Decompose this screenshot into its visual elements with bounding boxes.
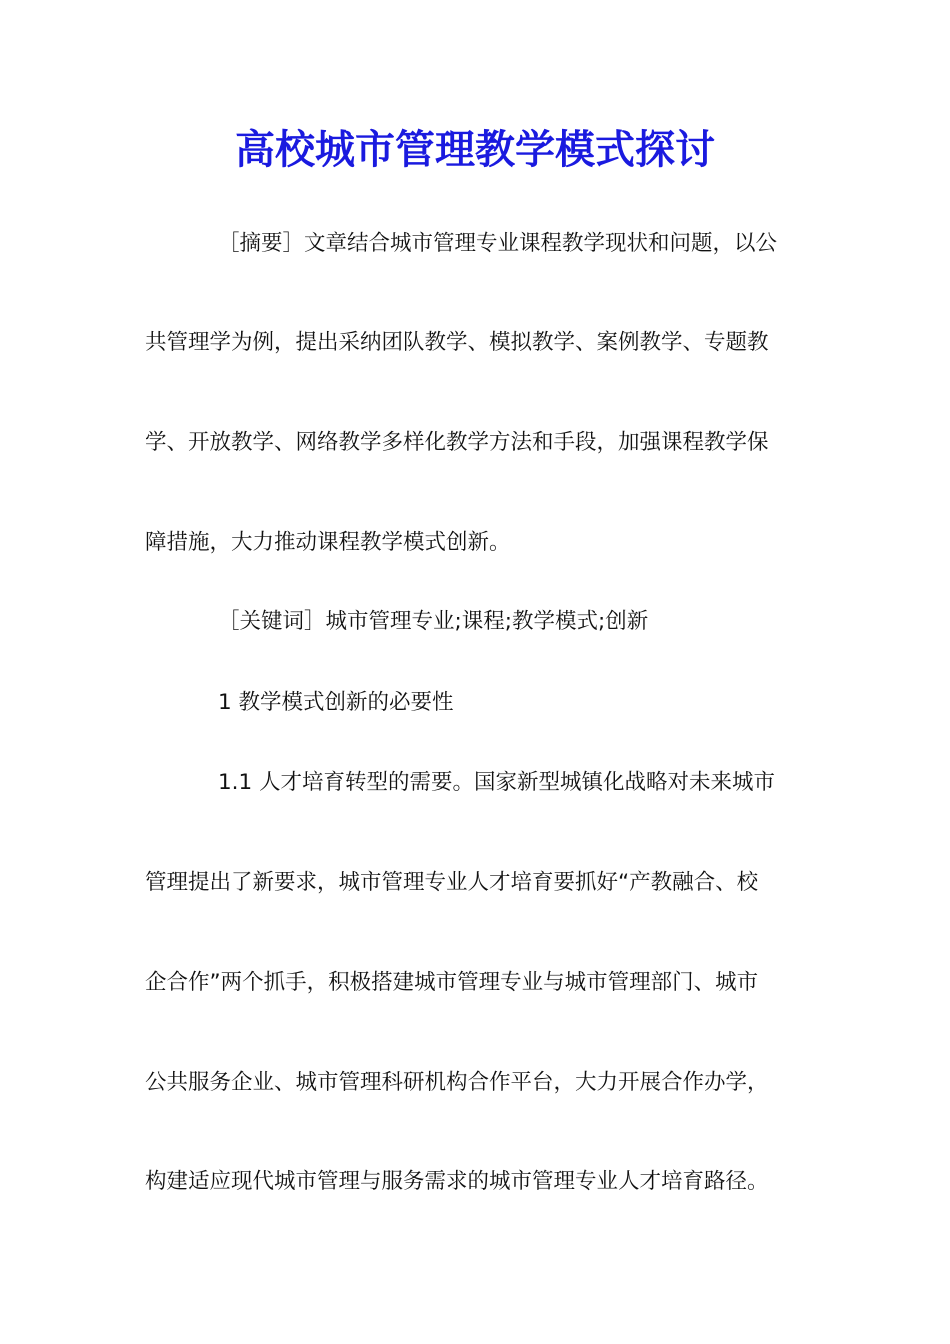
section-heading: 1 教学模式创新的必要性 xyxy=(218,690,454,715)
paragraph-line: 企合作”两个抓手，积极搭建城市管理专业与城市管理部门、城市 xyxy=(145,970,759,995)
keywords-line: ［关键词］城市管理专业;课程;教学模式;创新 xyxy=(218,609,649,634)
paragraph-line: 1.1 人才培育转型的需要。国家新型城镇化战略对未来城市 xyxy=(218,770,776,795)
paragraph-line: 公共服务企业、城市管理科研机构合作平台，大力开展合作办学， xyxy=(145,1070,769,1095)
abstract-line: ［摘要］文章结合城市管理专业课程教学现状和问题，以公 xyxy=(218,231,778,256)
abstract-line: 学、开放教学、网络教学多样化教学方法和手段，加强课程教学保 xyxy=(145,430,769,455)
paragraph-line: 管理提出了新要求，城市管理专业人才培育要抓好“产教融合、校 xyxy=(145,870,759,895)
document-title: 高校城市管理教学模式探讨 xyxy=(235,126,715,173)
paragraph-line: 构建适应现代城市管理与服务需求的城市管理专业人才培育路径。 xyxy=(145,1169,769,1194)
abstract-line: 障措施，大力推动课程教学模式创新。 xyxy=(145,530,511,555)
abstract-line: 共管理学为例，提出采纳团队教学、模拟教学、案例教学、专题教 xyxy=(145,330,769,355)
